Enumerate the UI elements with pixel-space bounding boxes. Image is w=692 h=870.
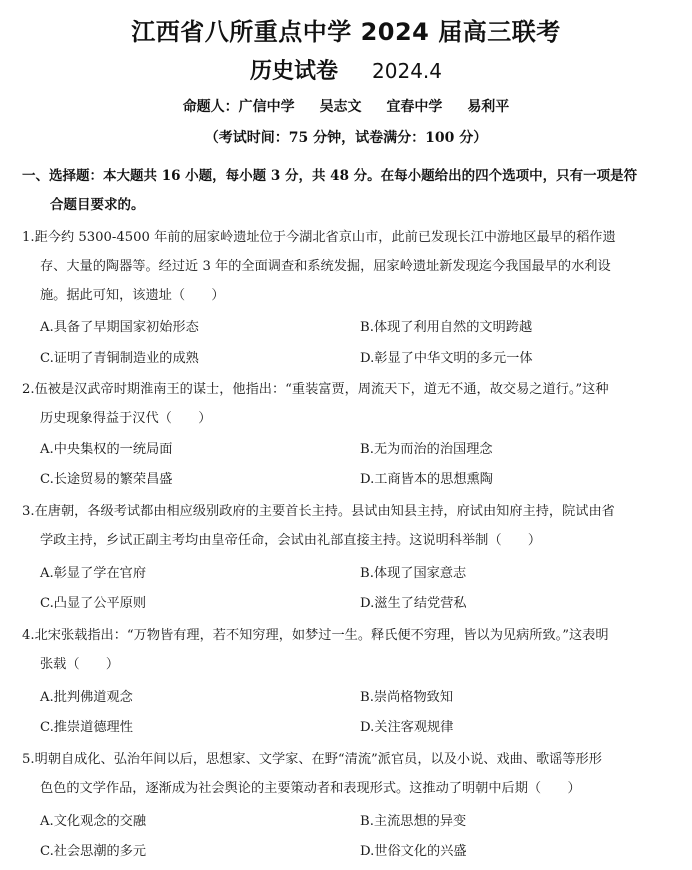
question-3-stem — [22, 497, 672, 555]
question-4-option-a[interactable]: A.批判佛道观念 — [40, 690, 133, 705]
section-line-2: 合题目要求的。 — [50, 197, 145, 213]
exam-subtitle — [0, 54, 692, 85]
question-5-line-1: 5.明朝自成化、弘治年间以后，思想家、文学家、在野“清流”派官员，以及小说、戏曲、歌谣等形形 — [22, 752, 602, 767]
question-1-line-1: 1.距今约 5300-4500 年前的屈家岭遗址位于今湖北省京山市，此前已发现长江中游地区最早的稻作遗 — [22, 230, 616, 245]
question-5-line-2: 色色的文学作品，逐渐成为社会舆论的主要策动者和表现形式。这推动了明朝中后期（ ） — [40, 781, 581, 796]
question-4-option-d[interactable]: D.关注客观规律 — [360, 720, 454, 735]
question-1-stem — [22, 223, 672, 310]
author-label-1: 命题人：广信中学 — [182, 99, 295, 115]
section-heading — [22, 162, 672, 220]
question-5-option-b[interactable]: B.主流思想的异变 — [360, 814, 467, 829]
question-4-stem — [22, 621, 672, 679]
question-3-option-c[interactable]: C.凸显了公平原则 — [40, 596, 147, 611]
question-5-stem — [22, 745, 672, 803]
subject-name: 历史试卷 — [250, 59, 339, 84]
question-3-option-d[interactable]: D.滋生了结党营私 — [360, 596, 467, 611]
question-3-option-b[interactable]: B.体现了国家意志 — [360, 566, 467, 581]
author-name-1: 吴志文 — [319, 99, 362, 115]
question-2-line-1: 2.伍被是汉武帝时期淮南王的谋士，他指出：“重装富贾，周流天下，道无不通，故交易之道行。”这种 — [22, 382, 609, 397]
question-5-option-d[interactable]: D.世俗文化的兴盛 — [360, 844, 467, 859]
authors-line — [0, 96, 692, 116]
question-2-option-a[interactable]: A.中央集权的一统局面 — [40, 442, 173, 457]
question-4-line-1: 4.北宋张载指出：“万物皆有理，若不知穷理，如梦过一生。释氏便不穷理，皆以为见病所致。”这表明 — [22, 628, 609, 643]
question-1-option-a[interactable]: A.具备了早期国家初始形态 — [40, 320, 199, 335]
question-2-option-c[interactable]: C.长途贸易的繁荣昌盛 — [40, 472, 173, 487]
question-4-line-2: 张载（ ） — [40, 657, 120, 672]
section-line-1: 一、选择题：本大题共 16 小题，每小题 3 分，共 48 分。在每小题给出的四个选项中，只有一项是符 — [22, 168, 638, 184]
exam-date: 2024.4 — [372, 59, 442, 83]
exam-info: （考试时间：75 分钟，试卷满分：100 分） — [204, 130, 488, 146]
question-4-option-b[interactable]: B.崇尚格物致知 — [360, 690, 454, 705]
question-5-option-a[interactable]: A.文化观念的交融 — [40, 814, 147, 829]
question-1-option-b[interactable]: B.体现了利用自然的文明跨越 — [360, 320, 533, 335]
question-2-option-d[interactable]: D.工商皆本的思想熏陶 — [360, 472, 493, 487]
question-2-stem — [22, 375, 672, 433]
question-2-option-b[interactable]: B.无为而治的治国理念 — [360, 442, 493, 457]
question-4-option-c[interactable]: C.推崇道德理性 — [40, 720, 133, 735]
question-1-option-d[interactable]: D.彰显了中华文明的多元一体 — [360, 351, 533, 366]
question-1-line-3: 施。据此可知，该遗址（ ） — [40, 288, 225, 303]
author-name-2: 易利平 — [467, 99, 510, 115]
question-1-option-c[interactable]: C.证明了青铜制造业的成熟 — [40, 351, 199, 366]
question-5-option-c[interactable]: C.社会思潮的多元 — [40, 844, 147, 859]
question-3-line-2: 学政主持，乡试正副主考均由皇帝任命，会试由礼部直接主持。这说明科举制（ ） — [40, 533, 542, 548]
question-3-line-1: 3.在唐朝，各级考试都由相应级别政府的主要首长主持。县试由知县主持，府试由知府主持，院试由省 — [22, 504, 615, 519]
author-school-2: 宜春中学 — [386, 99, 443, 115]
exam-title: 江西省八所重点中学 2024 届高三联考 — [131, 18, 561, 46]
question-2-line-2: 历史现象得益于汉代（ ） — [40, 411, 212, 426]
question-1-line-2: 存、大量的陶器等。经过近 3 年的全面调查和系统发掘，屈家岭遗址新发现迄今我国最早的水利设 — [40, 259, 611, 274]
question-3-option-a[interactable]: A.彰显了学在官府 — [40, 566, 147, 581]
